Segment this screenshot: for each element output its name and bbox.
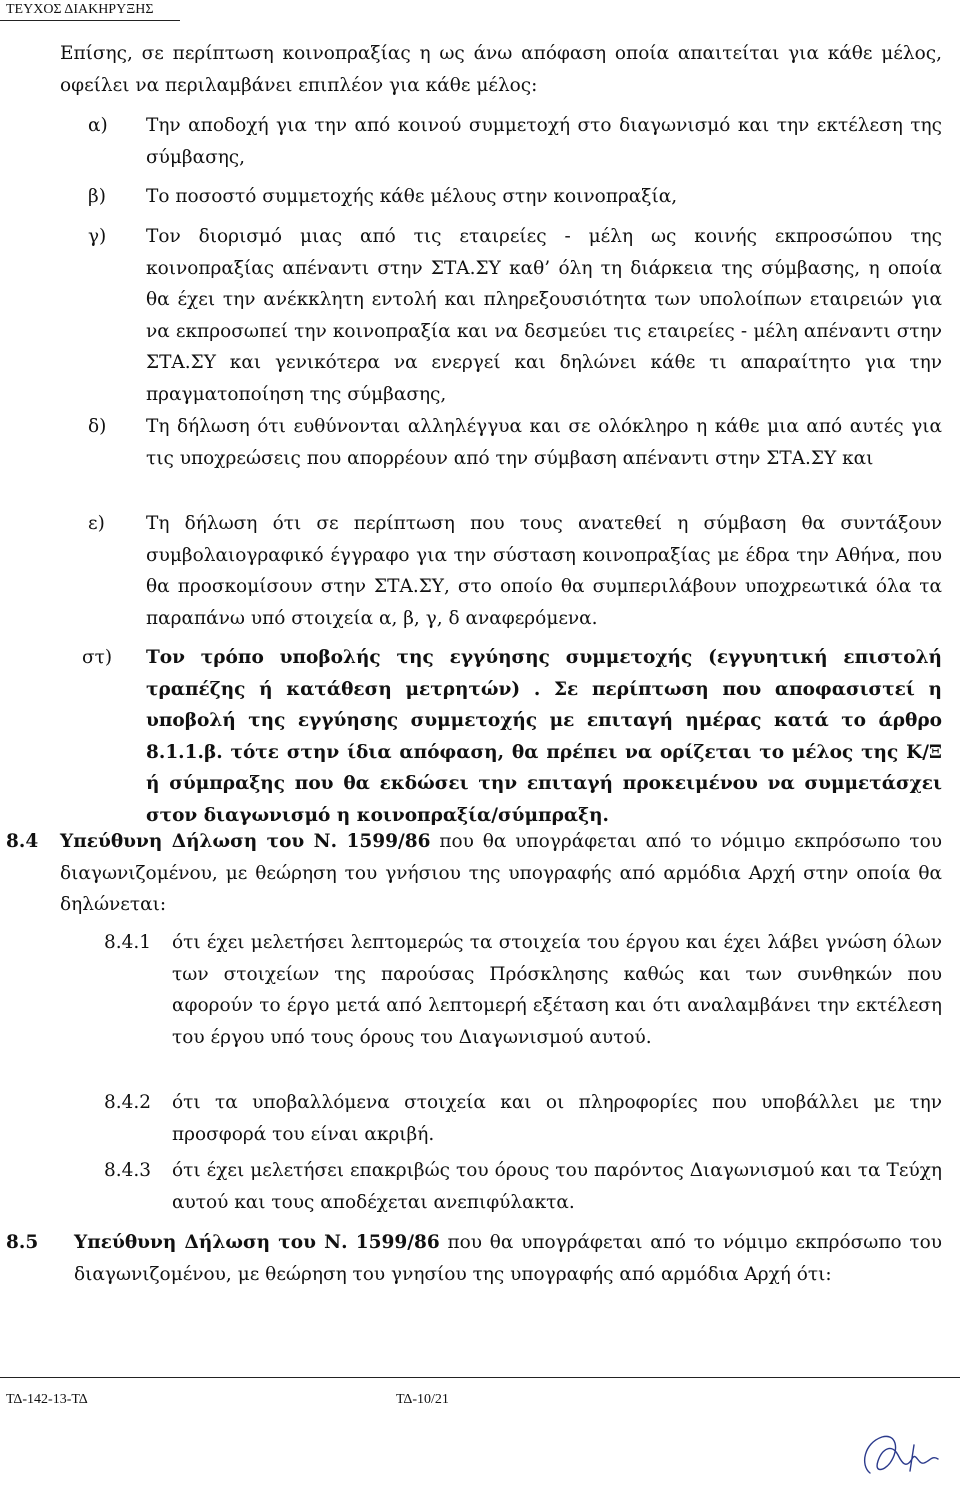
item-label-a: α) [88,115,108,136]
item-text-b: Το ποσοστό συμμετοχής κάθε μέλους στην κοινοπραξία, [146,186,678,207]
document-header: ΤΕΥΧΟΣ ΔΙΑΚΗΡΥΞΗΣ [6,2,154,17]
footer-page-number: ΤΔ-10/21 [396,1392,449,1407]
item-text-d: Τη δήλωση ότι ευθύνονται αλληλέγγυα και σε ολόκληρο η κάθε μια από αυτές για τις υποχρεώσεις που απορρέουν από την σύμβαση απέναντι στην ΣΤΑ.ΣΥ και [146,416,942,469]
section-8-4-title: Υπεύθυνη Δήλωση του Ν. 1599/86 [60,831,431,852]
item-label-b: β) [88,186,106,207]
subitem-label-8-4-2: 8.4.2 [104,1092,152,1113]
subitem-text-8-4-1: ότι έχει μελετήσει λεπτομερώς τα στοιχεία του έργου και έχει λάβει γνώση όλων των στοιχείων της παρούσας Πρόσκλησης καθώς και των συνθηκών που αφορούν το έργο μετά από λεπτομερή εξέταση και ότι αναλαμβάνει την εκτέλεση του έργου υπό τους όρους του Διαγωνισμού αυτού. [172,932,942,1048]
subitem-text-8-4-3: ότι έχει μελετήσει επακριβώς του όρους του παρόντος Διαγωνισμού και τα Τεύχη αυτού και τους αποδέχεται ανεπιφύλακτα. [172,1160,942,1213]
item-label-c: γ) [88,226,107,247]
item-text-a: Την αποδοχή για την από κοινού συμμετοχή στο διαγωνισμό και την εκτέλεση της σύμβασης, [146,115,942,168]
item-text-st: Τον τρόπο υποβολής της εγγύησης συμμετοχής (εγγυητική επιστολή τραπέζης ή κατάθεση μετρητών) . Σε περίπτωση που αποφασιστεί η υποβολή της εγγύησης συμμετοχής με επιταγή ημέρας κατά το άρθρο 8.1.1.β. τότε στην ίδια απόφαση, θα πρέπει να ορίζεται το μέλος της Κ/Ξ ή σύμπραξης που θα εκδώσει την επιταγή προκειμένου να συμμετάσχει στον διαγωνισμό η κοινοπραξία/σύμπραξη. [146,647,942,826]
subitem-text-8-4-2: ότι τα υποβαλλόμενα στοιχεία και οι πληροφορίες που υποβάλλει με την προσφορά του είναι ακριβή. [172,1092,942,1145]
item-text-e: Τη δήλωση ότι σε περίπτωση που τους ανατεθεί η σύμβαση θα συντάξουν συμβολαιογραφικό έγγραφο για την σύσταση κοινοπραξίας με έδρα την Αθήνα, που θα προσκομίσουν στην ΣΤΑ.ΣΥ, στο οποίο θα συμπεριλάβουν υποχρεωτικά όλα τα παραπάνω υπό στοιχεία α, β, γ, δ αναφερόμενα. [146,513,942,629]
section-8-5-number: 8.5 [6,1232,39,1253]
section-8-4-number: 8.4 [6,831,39,852]
header-divider [0,20,180,21]
item-label-st: στ) [82,647,113,668]
intro-paragraph: Επίσης, σε περίπτωση κοινοπραξίας η ως άνω απόφαση οποία απαιτείται για κάθε μέλος, οφείλει να περιλαμβάνει επιπλέον για κάθε μέλος: [60,43,942,96]
section-8-5-text: που θα υπογράφεται από το νόμιμο εκπρόσωπο του διαγωνιζομένου, με θεώρηση του γνησίου της υπογραφής από αρμόδια Αρχή ότι: [74,1232,942,1285]
footer-doc-code: ΤΔ-142-13-ΤΔ [6,1392,88,1407]
section-8-5-paragraph [74,1227,942,1290]
section-8-4-paragraph [60,826,942,921]
section-8-4-text: που θα υπογράφεται από το νόμιμο εκπρόσωπο του διαγωνιζομένου, με θεώρηση του γνήσιου της υπογραφής από αρμόδια Αρχή στην οποία θα δηλώνεται: [60,831,942,915]
subitem-label-8-4-1: 8.4.1 [104,932,152,953]
item-text-c: Τον διορισμό μιας από τις εταιρείες - μέλη ως κοινής εκπροσώπου της κοινοπραξίας απέναντι στην ΣΤΑ.ΣΥ καθ’ όλη τη διάρκεια της σύμβασης, η οποία θα έχει την ανέκκλητη εντολή και πληρεξουσιότητα των υπολοίπων εταιρειών για να εκπροσωπεί την κοινοπραξία και να δεσμεύει τις εταιρείες - μέλη απέναντι στην ΣΤΑ.ΣΥ και γενικότερα να ενεργεί και δηλώνει κάθε τι απαραίτητο για την πραγματοποίηση της σύμβασης, [146,226,942,405]
item-label-d: δ) [88,416,107,437]
footer-divider [0,1377,960,1378]
item-label-e: ε) [88,513,105,534]
section-8-5-title: Υπεύθυνη Δήλωση του Ν. 1599/86 [74,1232,440,1253]
signature-icon [852,1425,952,1483]
subitem-label-8-4-3: 8.4.3 [104,1160,152,1181]
